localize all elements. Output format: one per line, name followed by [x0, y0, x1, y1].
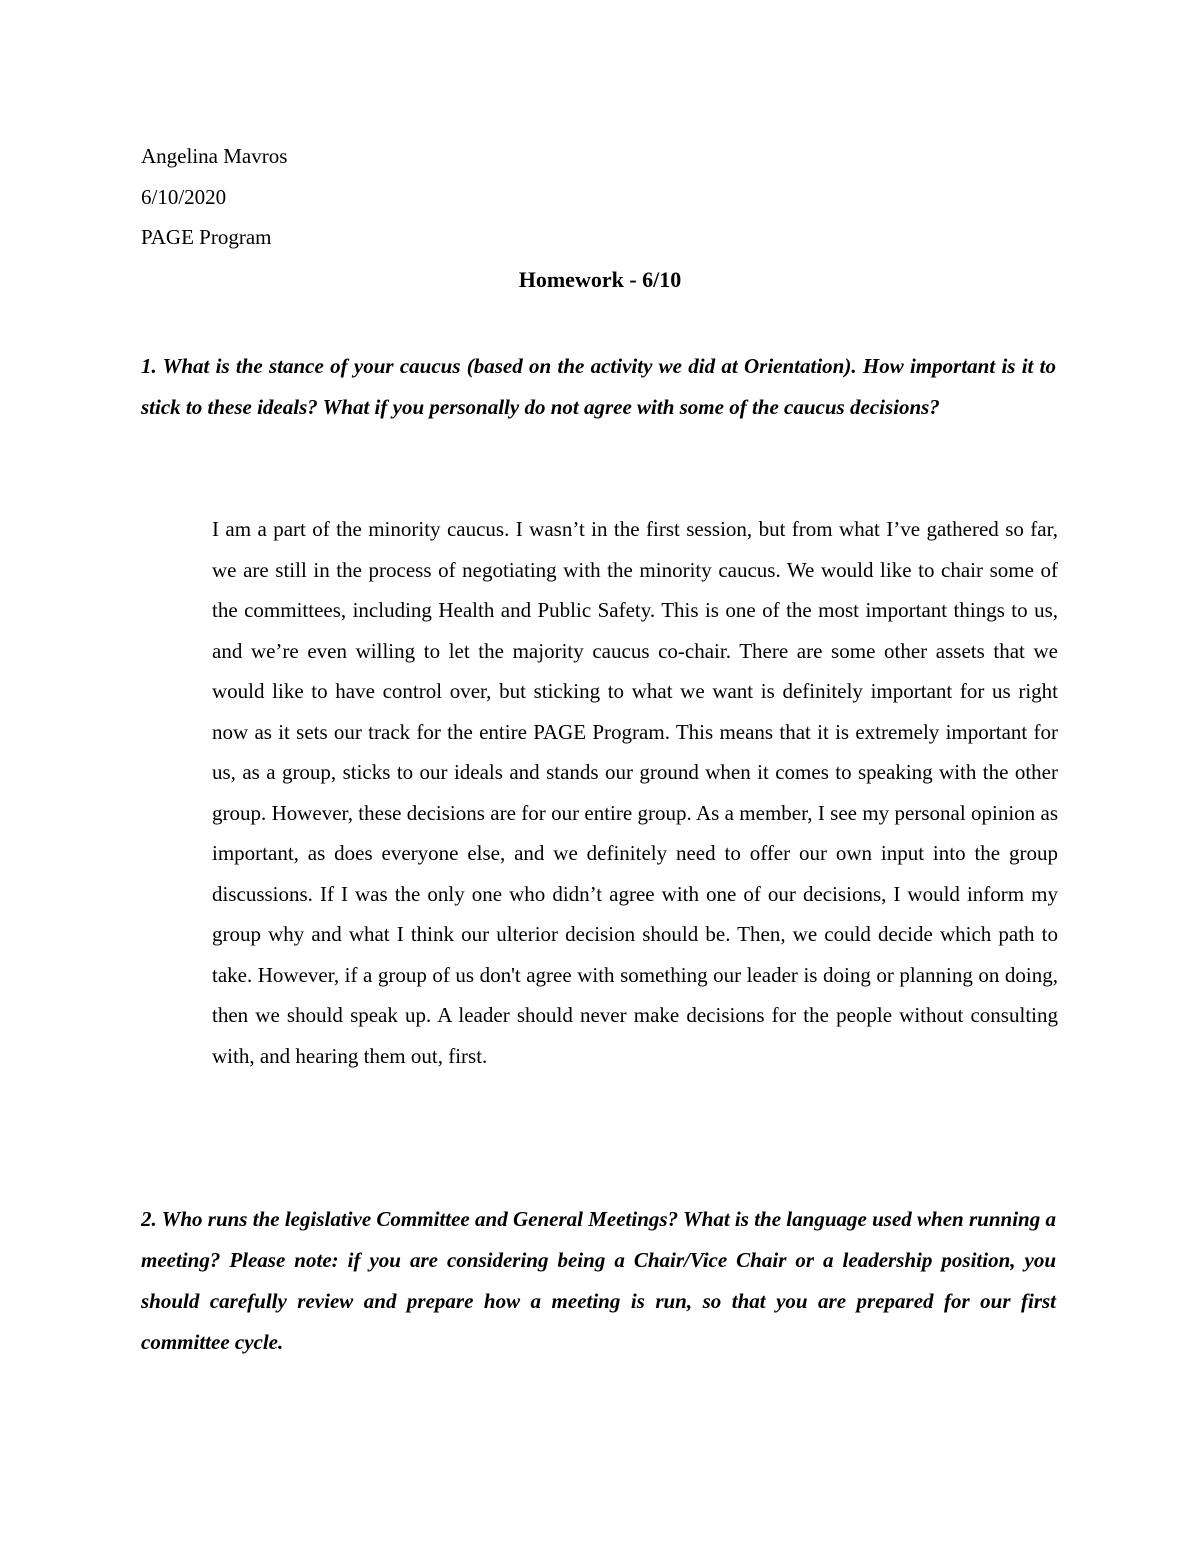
document-date: 6/10/2020 [141, 185, 227, 209]
answer-1: I am a part of the minority caucus. I wasn’t in the first session, but from what I’ve gathered so far, we are still in the process of negotiating with the minority caucus. We would like to chair some of the committees, including Health and Public Safety. This is one of the most important things to us, and we’re even willing to let the majority caucus co-chair. There are some other assets that we would like to have control over, but sticking to what we want is definitely important for us right now as it sets our track for the entire PAGE Program. This means that it is extremely important for us, as a group, sticks to our ideals and stands our ground when it comes to speaking with the other group. However, these decisions are for our entire group. As a member, I see my personal opinion as important, as does everyone else, and we definitely need to offer our own input into the group discussions. If I was the only one who didn’t agree with one of our decisions, I would inform my group why and what I think our ulterior decision should be. Then, we could decide which path to take. However, if a group of us don't agree with something our leader is doing or planning on doing, then we should speak up. A leader should never make decisions for the people without consulting with, and hearing them out, first. [212, 517, 1058, 1068]
author-name: Angelina Mavros [141, 144, 288, 168]
question-1: 1. What is the stance of your caucus (based on the activity we did at Orientation). How important is it to stick to these ideals? What if you personally do not agree with some of the caucus decisions? [141, 354, 1056, 419]
question-2: 2. Who runs the legislative Committee and General Meetings? What is the language used when running a meeting? Please note: if you are considering being a Chair/Vice Chair or a leadership position, you should carefully review and prepare how a meeting is run, so that you are prepared for our first committee cycle. [141, 1207, 1056, 1354]
document-title: Homework - 6/10 [518, 267, 682, 292]
program-name: PAGE Program [141, 225, 272, 249]
